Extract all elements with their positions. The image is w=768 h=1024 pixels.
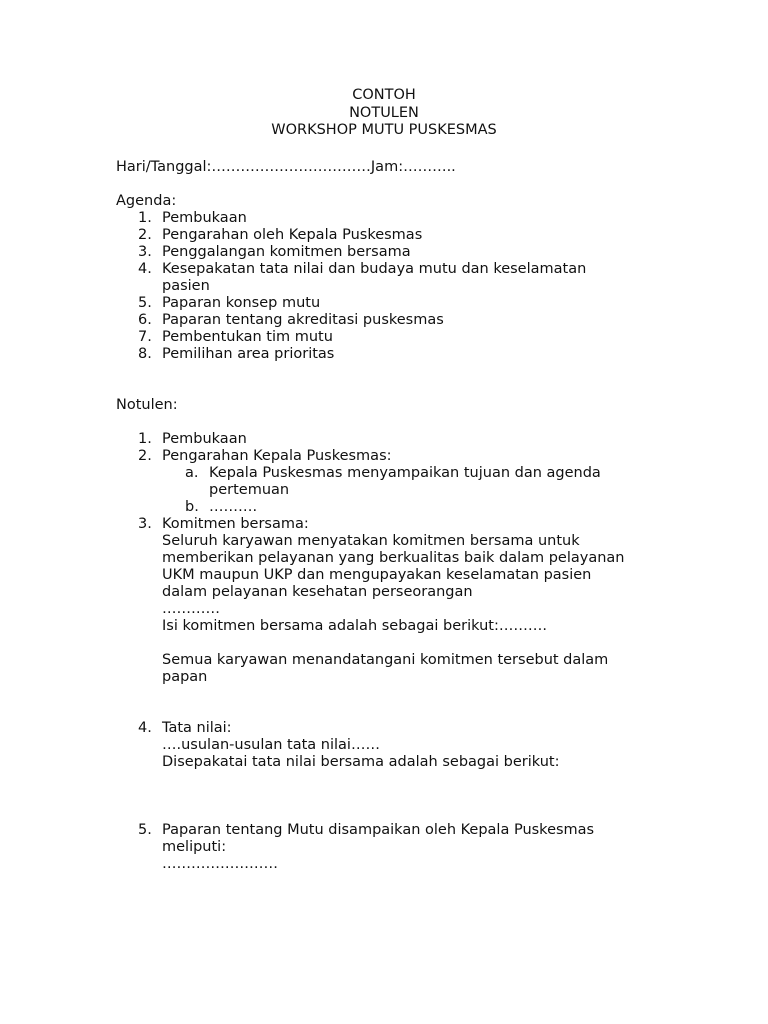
title-line-3: WORKSHOP MUTU PUSKESMAS — [271, 122, 497, 138]
notulen-item-2: 2. Pengarahan Kepala Puskesmas: — [138, 447, 392, 464]
agenda-item: 2. Pengarahan oleh Kepala Puskesmas — [138, 226, 423, 243]
document-page — [116, 87, 676, 873]
date-time-line: Hari/Tanggal:……………………………Jam:……….. — [116, 158, 456, 175]
notulen-item-5: 5. Paparan tentang Mutu disampaikan oleh Kepala Puskesmas meliputi: — [138, 821, 595, 855]
agenda-label: Agenda: — [116, 192, 177, 209]
agenda-item: 6. Paparan tentang akreditasi puskesmas — [138, 311, 444, 328]
notulen-subitem-a: a. Kepala Puskesmas menyampaikan tujuan dan agenda pertemuan — [185, 464, 601, 498]
agenda-item: 5. Paparan konsep mutu — [138, 294, 321, 311]
agenda-list — [116, 210, 676, 363]
agenda-item: 7. Pembentukan tim mutu — [138, 328, 333, 345]
commitment-content-line: Isi komitmen bersama adalah sebagai berikut:………. — [162, 617, 547, 634]
values-proposals-line: ….usulan-usulan tata nilai…… — [162, 736, 380, 753]
agenda-item: 3. Penggalangan komitmen bersama — [138, 243, 411, 260]
agenda-item: 1. Pembukaan — [138, 209, 247, 226]
notulen-item-4: 4. Tata nilai: — [138, 719, 232, 736]
title-line-1: CONTOH — [352, 87, 416, 103]
values-agreed-line: Disepakatai tata nilai bersama adalah sebagai berikut: — [162, 753, 560, 770]
commitment-ellipsis: ………… — [162, 600, 220, 617]
quality-presentation-dots: …………………… — [162, 855, 278, 872]
notulen-subitem-b: b. ………. — [185, 498, 258, 515]
document-title — [116, 87, 652, 140]
commitment-paragraph: Seluruh karyawan menyatakan komitmen bersama untuk memberikan pelayanan yang berkualitas baik dalam pelayanan UKM maupun UKP dan mengupayakan keselamatan pasien dalam pelayanan kesehatan perseorangan — [162, 532, 625, 600]
notulen-item-3: 3. Komitmen bersama: — [138, 515, 309, 532]
notulen-list — [116, 431, 676, 873]
title-line-2: NOTULEN — [349, 104, 419, 121]
agenda-item: 8. Pemilihan area prioritas — [138, 345, 335, 362]
notulen-label: Notulen: — [116, 396, 178, 413]
notulen-item-1: 1. Pembukaan — [138, 430, 247, 447]
commitment-signing-line: Semua karyawan menandatangani komitmen tersebut dalam papan — [162, 651, 609, 685]
agenda-item: 4. Kesepakatan tata nilai dan budaya mutu dan keselamatan pasien — [138, 260, 587, 294]
